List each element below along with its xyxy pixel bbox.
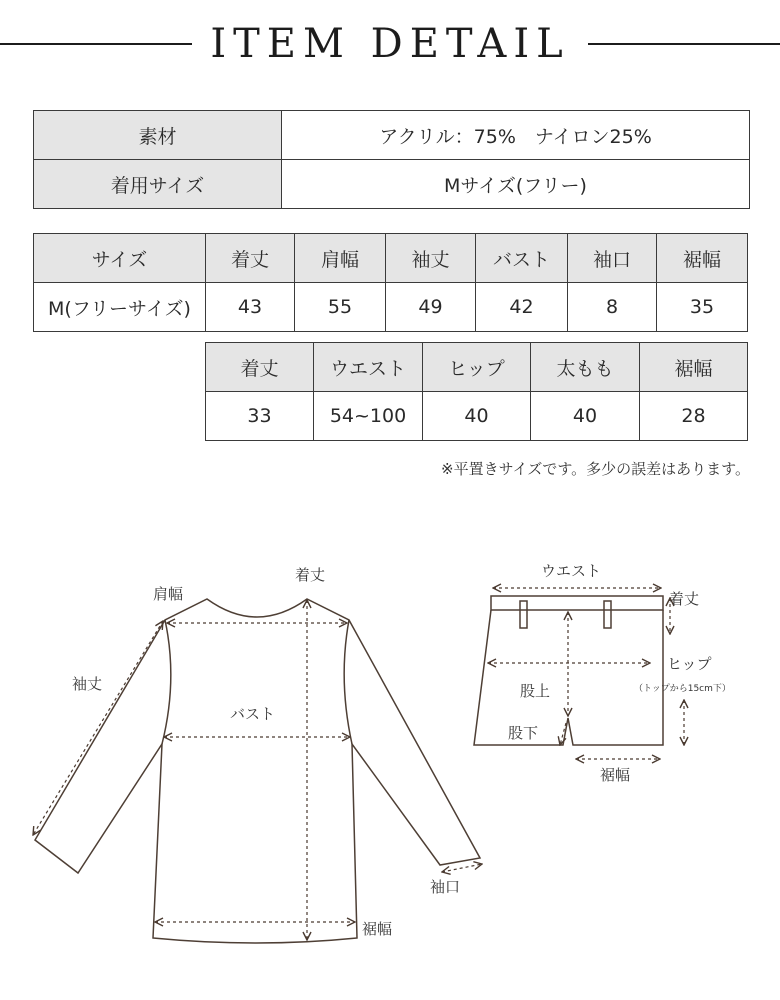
td-b-thigh: 40 <box>531 392 640 441</box>
label-waist: ウエスト <box>541 562 602 580</box>
label-katahaba: 肩幅 <box>153 585 184 603</box>
th-b-waist: ウエスト <box>314 343 423 392</box>
bottom-size-table <box>205 342 748 441</box>
label-susohaba: 裾幅 <box>362 920 393 938</box>
label-bust: バスト <box>230 705 276 723</box>
th-size: サイズ <box>34 234 206 283</box>
top-garment-outline <box>35 599 480 943</box>
td-susohaba: 35 <box>657 283 748 332</box>
th-katahaba: 肩幅 <box>295 234 386 283</box>
th-b-kitake: 着丈 <box>206 343 314 392</box>
measurement-diagram <box>0 540 780 1000</box>
top-size-header-row <box>34 234 748 283</box>
sodeguchi-arrow <box>442 864 482 872</box>
spec-row-material <box>34 111 750 160</box>
measurement-note: ※平置きサイズです。多少の誤差はあります。 <box>441 460 750 478</box>
label-b-susohaba: 裾幅 <box>600 766 631 784</box>
td-bust: 42 <box>476 283 568 332</box>
label-hip-note: （トップから15cm下） <box>634 684 731 694</box>
td-b-kitake: 33 <box>206 392 314 441</box>
label-hip: ヒップ <box>667 655 712 673</box>
label-matashita: 股下 <box>508 724 539 742</box>
th-b-susohaba: 裾幅 <box>640 343 748 392</box>
td-b-susohaba: 28 <box>640 392 748 441</box>
spec-value-material: アクリル：75% ナイロン25% <box>282 111 750 160</box>
th-sodetake: 袖丈 <box>386 234 476 283</box>
td-sodeguchi: 8 <box>568 283 657 332</box>
section-title: ITEM DETAIL <box>210 21 570 67</box>
top-size-row <box>34 283 748 332</box>
bottom-size-row <box>206 392 748 441</box>
section-header <box>0 14 780 74</box>
header-rule-left <box>0 43 192 45</box>
th-kitake: 着丈 <box>206 234 295 283</box>
label-matagami: 股上 <box>520 682 551 700</box>
spec-label-wear-size: 着用サイズ <box>34 160 282 209</box>
spec-table <box>33 110 750 209</box>
header-rule-right <box>588 43 780 45</box>
label-b-kitake: 着丈 <box>669 590 700 608</box>
td-sodetake: 49 <box>386 283 476 332</box>
td-size: M(フリーサイズ) <box>34 283 206 332</box>
sodetake-arrow <box>33 621 163 835</box>
td-katahaba: 55 <box>295 283 386 332</box>
label-sodeguchi: 袖口 <box>430 878 461 896</box>
th-bust: バスト <box>476 234 568 283</box>
top-measure-lines <box>33 600 482 940</box>
td-kitake: 43 <box>206 283 295 332</box>
spec-label-material: 素材 <box>34 111 282 160</box>
th-sodeguchi: 袖口 <box>568 234 657 283</box>
top-size-table <box>33 233 748 332</box>
bottom-size-header-row <box>206 343 748 392</box>
spec-row-wear-size <box>34 160 750 209</box>
td-b-waist: 54~100 <box>314 392 423 441</box>
label-sodetake: 袖丈 <box>72 675 103 693</box>
th-b-hip: ヒップ <box>423 343 531 392</box>
label-kitake: 着丈 <box>295 566 326 584</box>
spec-value-wear-size: Mサイズ(フリー) <box>282 160 750 209</box>
th-susohaba: 裾幅 <box>657 234 748 283</box>
td-b-hip: 40 <box>423 392 531 441</box>
th-b-thigh: 太もも <box>531 343 640 392</box>
